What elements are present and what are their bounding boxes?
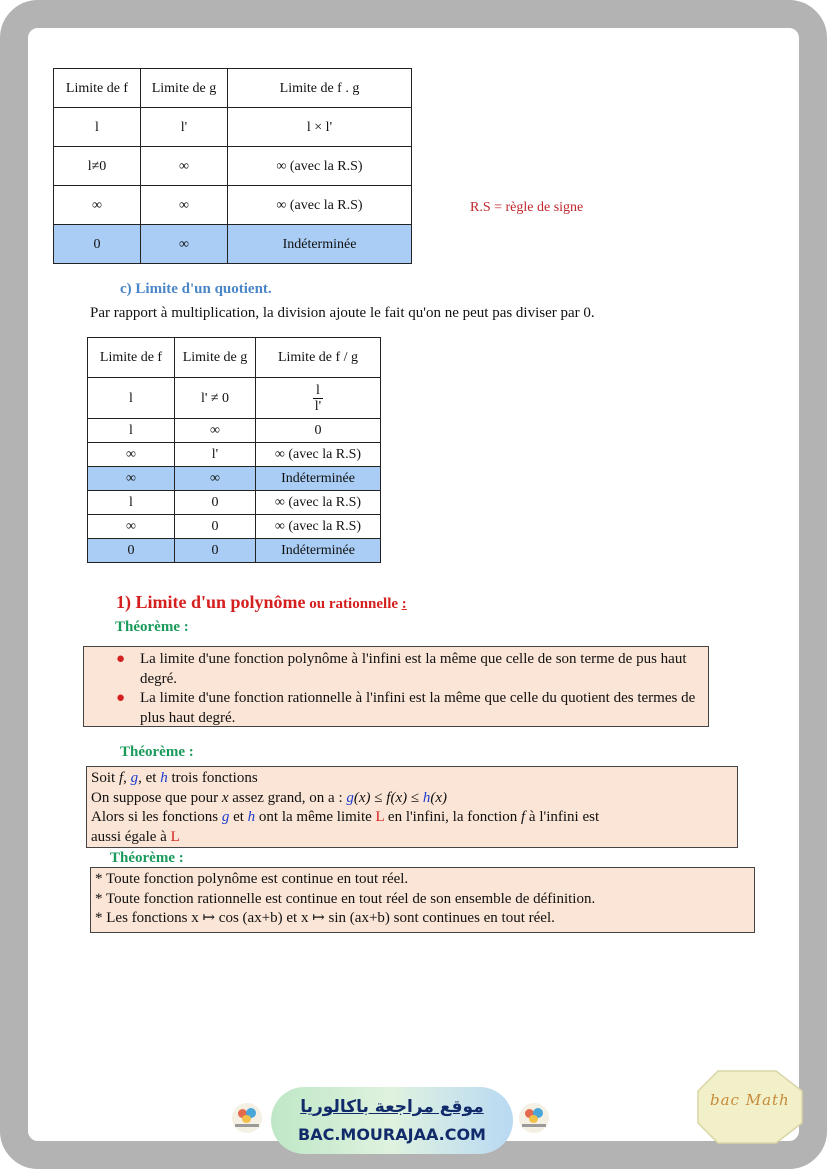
text: (x) <box>430 789 447 806</box>
table-cell: ∞ <box>54 186 141 225</box>
bullet-icon: ● <box>116 690 126 706</box>
table-header: Limite de g <box>175 338 256 378</box>
table-cell: ∞ <box>88 467 175 491</box>
table-cell: l' ≠ 0 <box>175 378 256 419</box>
table-row <box>88 419 381 443</box>
table-header: Limite de f / g <box>256 338 381 378</box>
table-header: Limite de f <box>54 69 141 108</box>
theorem-label-2: Théorème : <box>120 744 194 760</box>
table-row <box>88 539 381 563</box>
text: assez grand, on a : <box>228 789 347 806</box>
table-cell: ∞ <box>141 186 228 225</box>
text: , et <box>138 770 161 786</box>
table-cell: 0 <box>256 419 381 443</box>
text: aussi égale à <box>91 828 171 845</box>
table-cell: Indéterminée <box>228 225 412 264</box>
var-g: g <box>346 789 354 806</box>
list-item <box>116 689 698 728</box>
table-cell: 0 <box>88 539 175 563</box>
table-row <box>54 108 412 147</box>
table-row <box>88 491 381 515</box>
var-g: g <box>221 809 230 825</box>
table-cell: ∞ <box>88 443 175 467</box>
fraction-numerator: l <box>313 383 323 399</box>
text: (x) ≤ <box>353 789 387 806</box>
text: Alors si les fonctions <box>91 809 222 825</box>
bullet-icon: ● <box>116 651 126 667</box>
text: On suppose que pour <box>91 789 222 806</box>
theorem2-line-1 <box>91 769 732 789</box>
site-name-arabic: موقع مراجعة باكالوريا <box>300 1097 484 1117</box>
theorem-box-2 <box>86 766 738 848</box>
table-row <box>54 225 412 264</box>
table-cell: ∞ <box>175 467 256 491</box>
table-cell: l <box>88 419 175 443</box>
var-f: f <box>118 770 124 786</box>
section-title-colon: : <box>401 596 407 612</box>
section-title <box>116 592 407 613</box>
quotient-intro: Par rapport à multiplication, la division ajoute le fait qu'on ne peut pas diviser par 0. <box>90 305 595 321</box>
table-cell: l <box>54 108 141 147</box>
table-cell: l <box>88 491 175 515</box>
table-cell: 0 <box>175 539 256 563</box>
theorem2-line-3 <box>91 808 732 828</box>
site-logo-left <box>232 1103 262 1133</box>
table-row <box>88 515 381 539</box>
var-g: g <box>130 770 139 786</box>
table-row <box>88 443 381 467</box>
text: , <box>123 770 131 786</box>
section-title-main: 1) Limite d'un polynôme <box>116 592 306 612</box>
theorem-box-3 <box>90 867 755 933</box>
table-row <box>54 186 412 225</box>
list-item-text: La limite d'une fonction polynôme à l'infini est la même que celle de son terme de pus haut degré. <box>140 651 687 687</box>
var-L: L <box>170 828 180 845</box>
text: Soit <box>91 770 119 786</box>
theorem-label-3: Théorème : <box>110 850 184 866</box>
table-cell: ∞ (avec la R.S) <box>228 147 412 186</box>
list-item <box>116 650 698 689</box>
table-row <box>88 467 381 491</box>
table-header: Limite de g <box>141 69 228 108</box>
section-title-small: ou rationnelle <box>305 596 402 612</box>
theorem3-line: * Toute fonction polynôme est continue en tout réel. <box>95 871 409 887</box>
var-f: f <box>521 809 526 825</box>
fraction <box>313 383 323 414</box>
table-cell: 0 <box>175 491 256 515</box>
table-cell: l≠0 <box>54 147 141 186</box>
text: ont la même limite <box>255 809 376 825</box>
product-limits-table <box>53 68 412 264</box>
list-item-text: La limite d'une fonction rationnelle à l'infini est la même que celle du quotient des termes de plus haut degré. <box>140 690 696 726</box>
table-header: Limite de f <box>88 338 175 378</box>
table-row <box>54 147 412 186</box>
rs-note: R.S = règle de signe <box>470 200 584 215</box>
table-cell: l' <box>175 443 256 467</box>
table-row <box>88 378 381 419</box>
table-cell: ∞ <box>141 147 228 186</box>
badge-text: bac Math <box>710 1091 790 1109</box>
site-banner-link[interactable] <box>271 1087 513 1154</box>
text: à l'infini est <box>525 809 600 825</box>
var-L: L <box>375 809 385 825</box>
table-cell: ∞ (avec la R.S) <box>228 186 412 225</box>
table-cell: l × l' <box>228 108 412 147</box>
table-cell: Indéterminée <box>256 467 381 491</box>
theorem2-line-2 <box>91 789 732 809</box>
table-cell: ∞ (avec la R.S) <box>256 515 381 539</box>
table-cell: ∞ (avec la R.S) <box>256 443 381 467</box>
var-f: f(x) <box>386 789 408 806</box>
table-cell: ∞ <box>141 225 228 264</box>
text: trois fonctions <box>167 770 258 786</box>
theorem3-line: * Toute fonction rationnelle est continue en tout réel de son ensemble de définition. <box>95 890 596 907</box>
table-cell: 0 <box>54 225 141 264</box>
table-header: Limite de f . g <box>228 69 412 108</box>
var-h: h <box>247 809 256 825</box>
text: ≤ <box>407 789 423 806</box>
table-cell: ∞ <box>175 419 256 443</box>
theorem-label-1: Théorème : <box>115 619 189 635</box>
table-cell: 0 <box>175 515 256 539</box>
theorem2-line-4 <box>91 828 732 848</box>
site-logo-right <box>519 1103 549 1133</box>
quotient-heading: c) Limite d'un quotient. <box>120 281 272 297</box>
table-cell: l <box>88 378 175 419</box>
var-h: h <box>160 770 168 786</box>
table-cell: ∞ (avec la R.S) <box>256 491 381 515</box>
fraction-denominator: l' <box>314 398 322 414</box>
theorem-box-1 <box>83 646 709 727</box>
site-url: BAC.MOURAJAA.COM <box>298 1125 486 1144</box>
text: en l'infini, la fonction <box>384 809 521 825</box>
theorem-list <box>116 650 698 728</box>
var-h: h <box>422 789 431 806</box>
var-x: x <box>221 789 229 806</box>
theorem3-line: * Les fonctions x ↦ cos (ax+b) et x ↦ sin (ax+b) sont continues en tout réel. <box>95 910 555 926</box>
bac-math-badge <box>696 1069 804 1145</box>
table-cell: ∞ <box>88 515 175 539</box>
text: et <box>229 809 248 825</box>
table-cell-fraction <box>256 378 381 419</box>
table-cell: Indéterminée <box>256 539 381 563</box>
quotient-limits-table <box>87 337 381 563</box>
table-cell: l' <box>141 108 228 147</box>
